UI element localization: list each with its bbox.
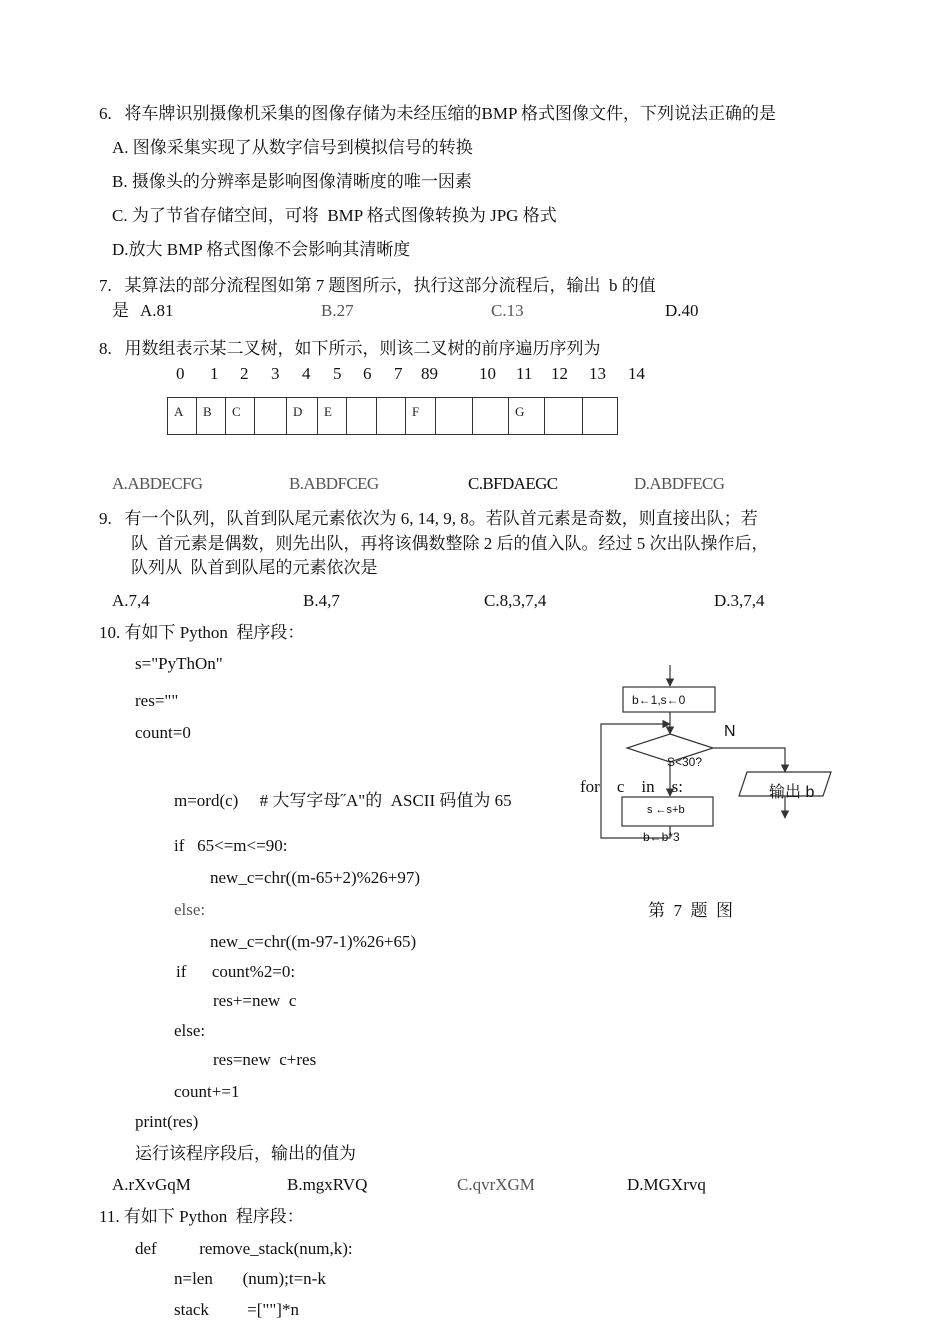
q7-stem: 7. 某算法的部分流程图如第 7 题图所示，执行这部分流程后，输出 b 的值 xyxy=(99,276,656,295)
code-line: if 65<=m<=90: xyxy=(174,836,288,855)
code-line: res=new c+res xyxy=(213,1050,317,1069)
output-text: 输出 b xyxy=(769,784,815,801)
array-index: 3 xyxy=(271,364,280,383)
q8-option-d: D.ABDFECG xyxy=(634,474,725,493)
q7-option-c: C.13 xyxy=(491,301,524,320)
q6-stem: 6. 将车牌识别摄像机采集的图像存储为未经压缩的BMP 格式图像文件，下列说法正确的是 xyxy=(99,104,777,123)
array-cell: C xyxy=(226,398,255,435)
array-cell xyxy=(473,398,509,435)
q7-option-b: B.27 xyxy=(321,301,354,320)
q6-option-c: C. 为了节省存储空间，可将 BMP 格式图像转换为 JPG 格式 xyxy=(112,206,557,225)
q7-option-d: D.40 xyxy=(665,301,699,320)
array-cell: G xyxy=(509,398,545,435)
q10-result-text: 运行该程序段后，输出的值为 xyxy=(135,1144,356,1163)
q9-stem-line-2: 队 首元素是偶数，则先出队，再将该偶数整除 2 后的值入队。经过 5 次出队操作后， xyxy=(131,534,769,553)
flowchart-q7 xyxy=(575,660,845,850)
array-index: 12 xyxy=(551,364,568,383)
q7-option-a: A.81 xyxy=(140,301,174,320)
code-line: else: xyxy=(174,1021,206,1040)
array-cell: B xyxy=(197,398,226,435)
loop-back-arrow xyxy=(601,724,670,838)
code-line: count=0 xyxy=(135,723,191,742)
no-label: N xyxy=(724,723,736,740)
array-index: 5 xyxy=(333,364,342,383)
code-line: if count%2=0: xyxy=(176,962,296,981)
array-index: 4 xyxy=(302,364,311,383)
array-index: 2 xyxy=(240,364,249,383)
q11-stem: 11. 有如下 Python 程序段： xyxy=(99,1207,304,1226)
array-index: 6 xyxy=(363,364,372,383)
code-line: else: xyxy=(174,900,206,919)
q9-option-b: B.4,7 xyxy=(303,591,340,610)
code-line: print(res) xyxy=(135,1112,199,1131)
q9-option-d: D.3,7,4 xyxy=(714,591,765,610)
array-index: 0 xyxy=(176,364,185,383)
q6-option-a: A. 图像采集实现了从数字信号到模拟信号的转换 xyxy=(112,138,473,157)
array-cell: F xyxy=(406,398,436,435)
code-line: new_c=chr((m-65+2)%26+97) xyxy=(210,868,421,887)
condition-text: S<30? xyxy=(667,755,703,769)
q6-option-b: B. 摄像头的分辨率是影响图像清晰度的唯一因素 xyxy=(112,172,472,191)
array-cell: D xyxy=(287,398,318,435)
code-line: count+=1 xyxy=(174,1082,240,1101)
array-index: 7 xyxy=(394,364,403,383)
step1-text: s ←s+b xyxy=(647,804,685,816)
step2-text: b←b*3 xyxy=(643,830,680,844)
code-line: def remove_stack(num,k): xyxy=(135,1239,353,1258)
figure-caption: 第 7 题 图 xyxy=(648,901,733,920)
q7-lead: 是 xyxy=(112,301,129,320)
code-line: s="PyThOn" xyxy=(135,654,223,673)
flow-arrow xyxy=(713,748,785,772)
array-index: 14 xyxy=(628,364,645,383)
q10-stem: 10. 有如下 Python 程序段： xyxy=(99,623,305,642)
array-cell xyxy=(583,398,618,435)
q9-option-c: C.8,3,7,4 xyxy=(484,591,547,610)
array-index: 10 xyxy=(479,364,496,383)
array-index: 11 xyxy=(516,364,533,383)
code-line: n=len (num);t=n-k xyxy=(174,1269,326,1288)
q8-option-a: A.ABDECFG xyxy=(112,474,203,493)
q8-stem: 8. 用数组表示某二叉树，如下所示，则该二叉树的前序遍历序列为 xyxy=(99,339,601,358)
q9-stem-line-3: 队列从 队首到队尾的元素依次是 xyxy=(131,558,378,577)
array-cell xyxy=(255,398,287,435)
array-cell xyxy=(377,398,406,435)
code-line: for c in s: xyxy=(580,777,683,796)
array-cell: E xyxy=(318,398,347,435)
array-cell: A xyxy=(168,398,197,435)
array-index: 13 xyxy=(589,364,606,383)
array-cell xyxy=(347,398,377,435)
binary-tree-array-table xyxy=(167,397,618,435)
array-index: 1 xyxy=(210,364,219,383)
q10-option-a: A.rXvGqM xyxy=(112,1175,191,1194)
code-line: new_c=chr((m-97-1)%26+65) xyxy=(210,932,417,951)
array-index: 89 xyxy=(421,364,438,383)
q8-option-b: B.ABDFCEG xyxy=(289,474,379,493)
code-line: res+=new c xyxy=(213,991,297,1010)
q10-option-b: B.mgxRVQ xyxy=(287,1175,368,1194)
q9-stem-line-1: 9. 有一个队列，队首到队尾元素依次为 6, 14, 9, 8。若队首元素是奇数，则直接出队；若 xyxy=(99,509,758,528)
array-cell xyxy=(436,398,473,435)
array-cell xyxy=(545,398,583,435)
init-text: b←1,s←0 xyxy=(632,693,686,707)
code-line: m=ord(c) # 大写字母˝A"的 ASCII 码值为 65 xyxy=(174,791,512,810)
q10-option-d: D.MGXrvq xyxy=(627,1175,706,1194)
q6-option-d: D.放大 BMP 格式图像不会影响其清晰度 xyxy=(112,240,411,259)
code-line: res="" xyxy=(135,691,179,710)
code-line: stack =[""]*n xyxy=(174,1300,299,1319)
q8-option-c: C.BFDAEGC xyxy=(468,474,558,493)
q10-option-c: C.qvrXGM xyxy=(457,1175,535,1194)
q9-option-a: A.7,4 xyxy=(112,591,150,610)
